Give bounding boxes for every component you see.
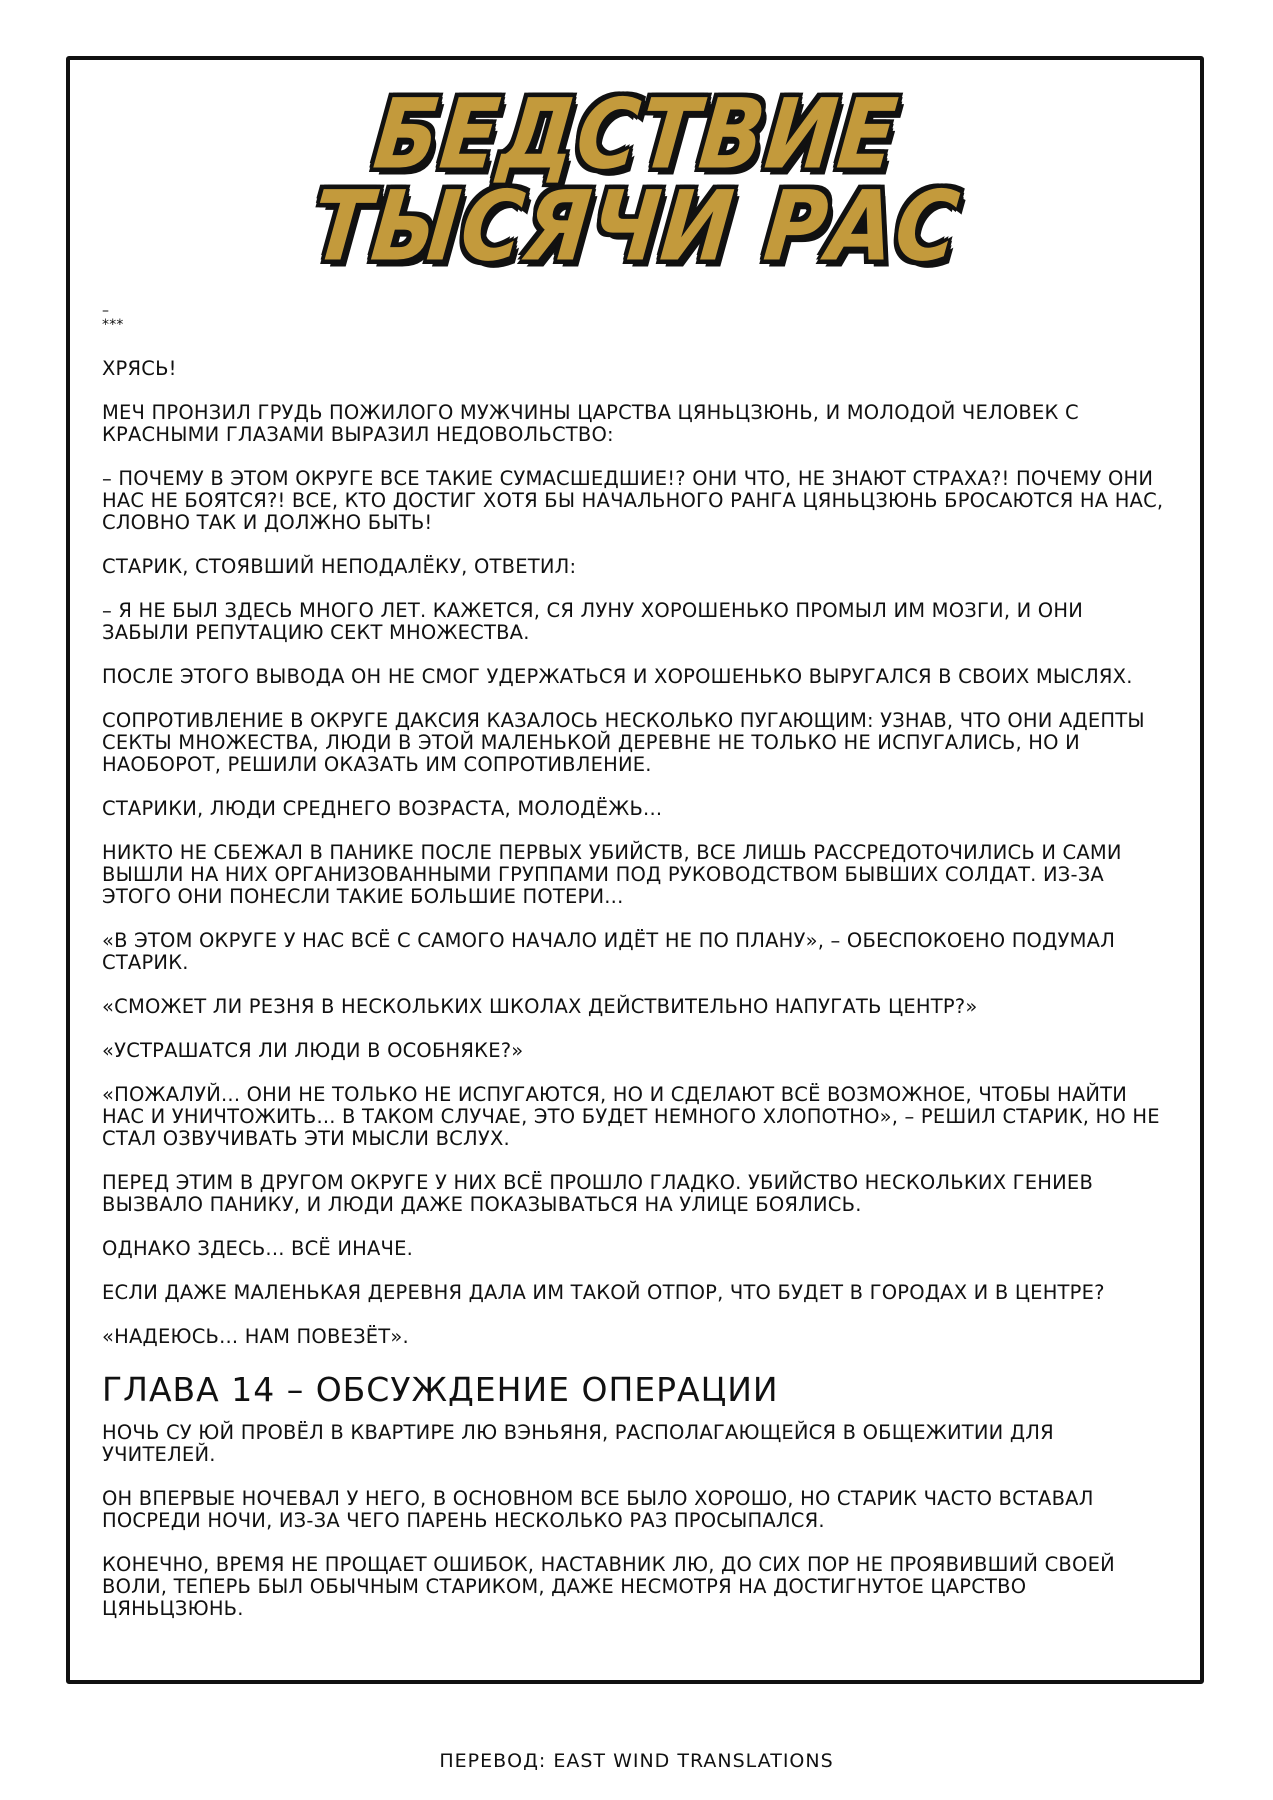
- asterisks-mark: ***: [102, 317, 124, 333]
- paragraph: ОДНАКО ЗДЕСЬ... ВСЁ ИНАЧЕ.: [102, 1237, 414, 1260]
- dash-mark: –: [102, 303, 110, 319]
- paragraph: «СМОЖЕТ ЛИ РЕЗНЯ В НЕСКОЛЬКИХ ШКОЛАХ ДЕЙСТВИТЕЛЬНО НАПУГАТЬ ЦЕНТР?»: [102, 995, 978, 1018]
- paragraph: «В ЭТОМ ОКРУГЕ У НАС ВСЁ С САМОГО НАЧАЛО ИДЁТ НЕ ПО ПЛАНУ», – ОБЕСПОКОЕНО ПОДУМАЛ СТАРИК.: [102, 929, 1116, 974]
- paragraph: СТАРИКИ, ЛЮДИ СРЕДНЕГО ВОЗРАСТА, МОЛОДЁЖЬ...: [102, 797, 663, 820]
- paragraph: МЕЧ ПРОНЗИЛ ГРУДЬ ПОЖИЛОГО МУЖЧИНЫ ЦАРСТВА ЦЯНЬЦЗЮНЬ, И МОЛОДОЙ ЧЕЛОВЕК С КРАСНЫМИ ГЛАЗАМИ ВЫРАЗИЛ НЕДОВОЛЬСТВО:: [102, 401, 1079, 446]
- paragraph: ПЕРЕД ЭТИМ В ДРУГОМ ОКРУГЕ У НИХ ВСЁ ПРОШЛО ГЛАДКО. УБИЙСТВО НЕСКОЛЬКИХ ГЕНИЕВ ВЫЗВАЛО ПАНИКУ, И ЛЮДИ ДАЖЕ ПОКАЗЫВАТЬСЯ НА УЛИЦЕ БОЯЛИСЬ.: [102, 1171, 1094, 1216]
- paragraph: «НАДЕЮСЬ... НАМ ПОВЕЗЁТ».: [102, 1325, 409, 1348]
- paragraph: – Я НЕ БЫЛ ЗДЕСЬ МНОГО ЛЕТ. КАЖЕТСЯ, СЯ ЛУНУ ХОРОШЕНЬКО ПРОМЫЛ ИМ МОЗГИ, И ОНИ ЗАБЫЛИ РЕПУТАЦИЮ СЕКТ МНОЖЕСТВА.: [102, 599, 1084, 644]
- paragraph: НОЧЬ СУ ЮЙ ПРОВЁЛ В КВАРТИРЕ ЛЮ ВЭНЬЯНЯ, РАСПОЛАГАЮЩЕЙСЯ В ОБЩЕЖИТИИ ДЛЯ УЧИТЕЛЕЙ.: [102, 1421, 1054, 1466]
- paragraph: НИКТО НЕ СБЕЖАЛ В ПАНИКЕ ПОСЛЕ ПЕРВЫХ УБИЙСТВ, ВСЕ ЛИШЬ РАССРЕДОТОЧИЛИСЬ И САМИ ВЫШЛИ НА НИХ ОРГАНИЗОВАННЫМИ ГРУППАМИ ПОД РУКОВОДСТВОМ БЫВШИХ СОЛДАТ. ИЗ-ЗА ЭТОГО ОНИ ПОНЕСЛИ ТАКИЕ БОЛЬШИЕ ПОТЕРИ...: [102, 841, 1122, 908]
- chapter-heading: ГЛАВА 14 – ОБСУЖДЕНИЕ ОПЕРАЦИИ: [102, 1370, 779, 1409]
- title-line-2: ТЫСЯЧИ РАС: [307, 169, 966, 283]
- translator-credit: ПЕРЕВОД: EAST WIND TRANSLATIONS: [439, 1750, 834, 1772]
- title-line-1: БЕДСТВИЕ: [369, 77, 904, 191]
- paragraph: «ПОЖАЛУЙ... ОНИ НЕ ТОЛЬКО НЕ ИСПУГАЮТСЯ, НО И СДЕЛАЮТ ВСЁ ВОЗМОЖНОЕ, ЧТОБЫ НАЙТИ НАС И УНИЧТОЖИТЬ... В ТАКОМ СЛУЧАЕ, ЭТО БУДЕТ НЕМНОГО ХЛОПОТНО», – РЕШИЛ СТАРИК, НО НЕ СТАЛ ОЗВУЧИВАТЬ ЭТИ МЫСЛИ ВСЛУХ.: [102, 1083, 1160, 1150]
- scene-break: [102, 304, 1172, 332]
- paragraph: ХРЯСЬ!: [102, 357, 177, 380]
- title-logo: [0, 77, 1273, 283]
- paragraph: СТАРИК, СТОЯВШИЙ НЕПОДАЛЁКУ, ОТВЕТИЛ:: [102, 555, 577, 578]
- paragraph: «УСТРАШАТСЯ ЛИ ЛЮДИ В ОСОБНЯКЕ?»: [102, 1039, 524, 1062]
- paragraph: – ПОЧЕМУ В ЭТОМ ОКРУГЕ ВСЕ ТАКИЕ СУМАСШЕДШИЕ!? ОНИ ЧТО, НЕ ЗНАЮТ СТРАХА?! ПОЧЕМУ ОНИ НАС НЕ БОЯТСЯ?! ВСЕ, КТО ДОСТИГ ХОТЯ БЫ НАЧАЛЬНОГО РАНГА ЦЯНЬЦЗЮНЬ БРОСАЮТСЯ НА НАС, СЛОВНО ТАК И ДОЛЖНО БЫТЬ!: [102, 467, 1164, 534]
- paragraph: ЕСЛИ ДАЖЕ МАЛЕНЬКАЯ ДЕРЕВНЯ ДАЛА ИМ ТАКОЙ ОТПОР, ЧТО БУДЕТ В ГОРОДАХ И В ЦЕНТРЕ?: [102, 1281, 1105, 1304]
- paragraph: КОНЕЧНО, ВРЕМЯ НЕ ПРОЩАЕТ ОШИБОК, НАСТАВНИК ЛЮ, ДО СИХ ПОР НЕ ПРОЯВИВШИЙ СВОЕЙ ВОЛИ, ТЕПЕРЬ БЫЛ ОБЫЧНЫМ СТАРИКОМ, ДАЖЕ НЕСМОТРЯ НА ДОСТИГНУТОЕ ЦАРСТВО ЦЯНЬЦЗЮНЬ.: [102, 1553, 1115, 1620]
- paragraph: ОН ВПЕРВЫЕ НОЧЕВАЛ У НЕГО, В ОСНОВНОМ ВСЕ БЫЛО ХОРОШО, НО СТАРИК ЧАСТО ВСТАВАЛ ПОСРЕДИ НОЧИ, ИЗ-ЗА ЧЕГО ПАРЕНЬ НЕСКОЛЬКО РАЗ ПРОСЫПАЛСЯ.: [102, 1487, 1094, 1532]
- chapter-text: [102, 304, 1172, 1642]
- paragraph: ПОСЛЕ ЭТОГО ВЫВОДА ОН НЕ СМОГ УДЕРЖАТЬСЯ И ХОРОШЕНЬКО ВЫРУГАЛСЯ В СВОИХ МЫСЛЯХ.: [102, 665, 1133, 688]
- paragraph: СОПРОТИВЛЕНИЕ В ОКРУГЕ ДАКСИЯ КАЗАЛОСЬ НЕСКОЛЬКО ПУГАЮЩИМ: УЗНАВ, ЧТО ОНИ АДЕПТЫ СЕКТЫ МНОЖЕСТВА, ЛЮДИ В ЭТОЙ МАЛЕНЬКОЙ ДЕРЕВНЕ НЕ ТОЛЬКО НЕ ИСПУГАЛИСЬ, НО И НАОБОРОТ, РЕШИЛИ ОКАЗАТЬ ИМ СОПРОТИВЛЕНИЕ.: [102, 709, 1145, 776]
